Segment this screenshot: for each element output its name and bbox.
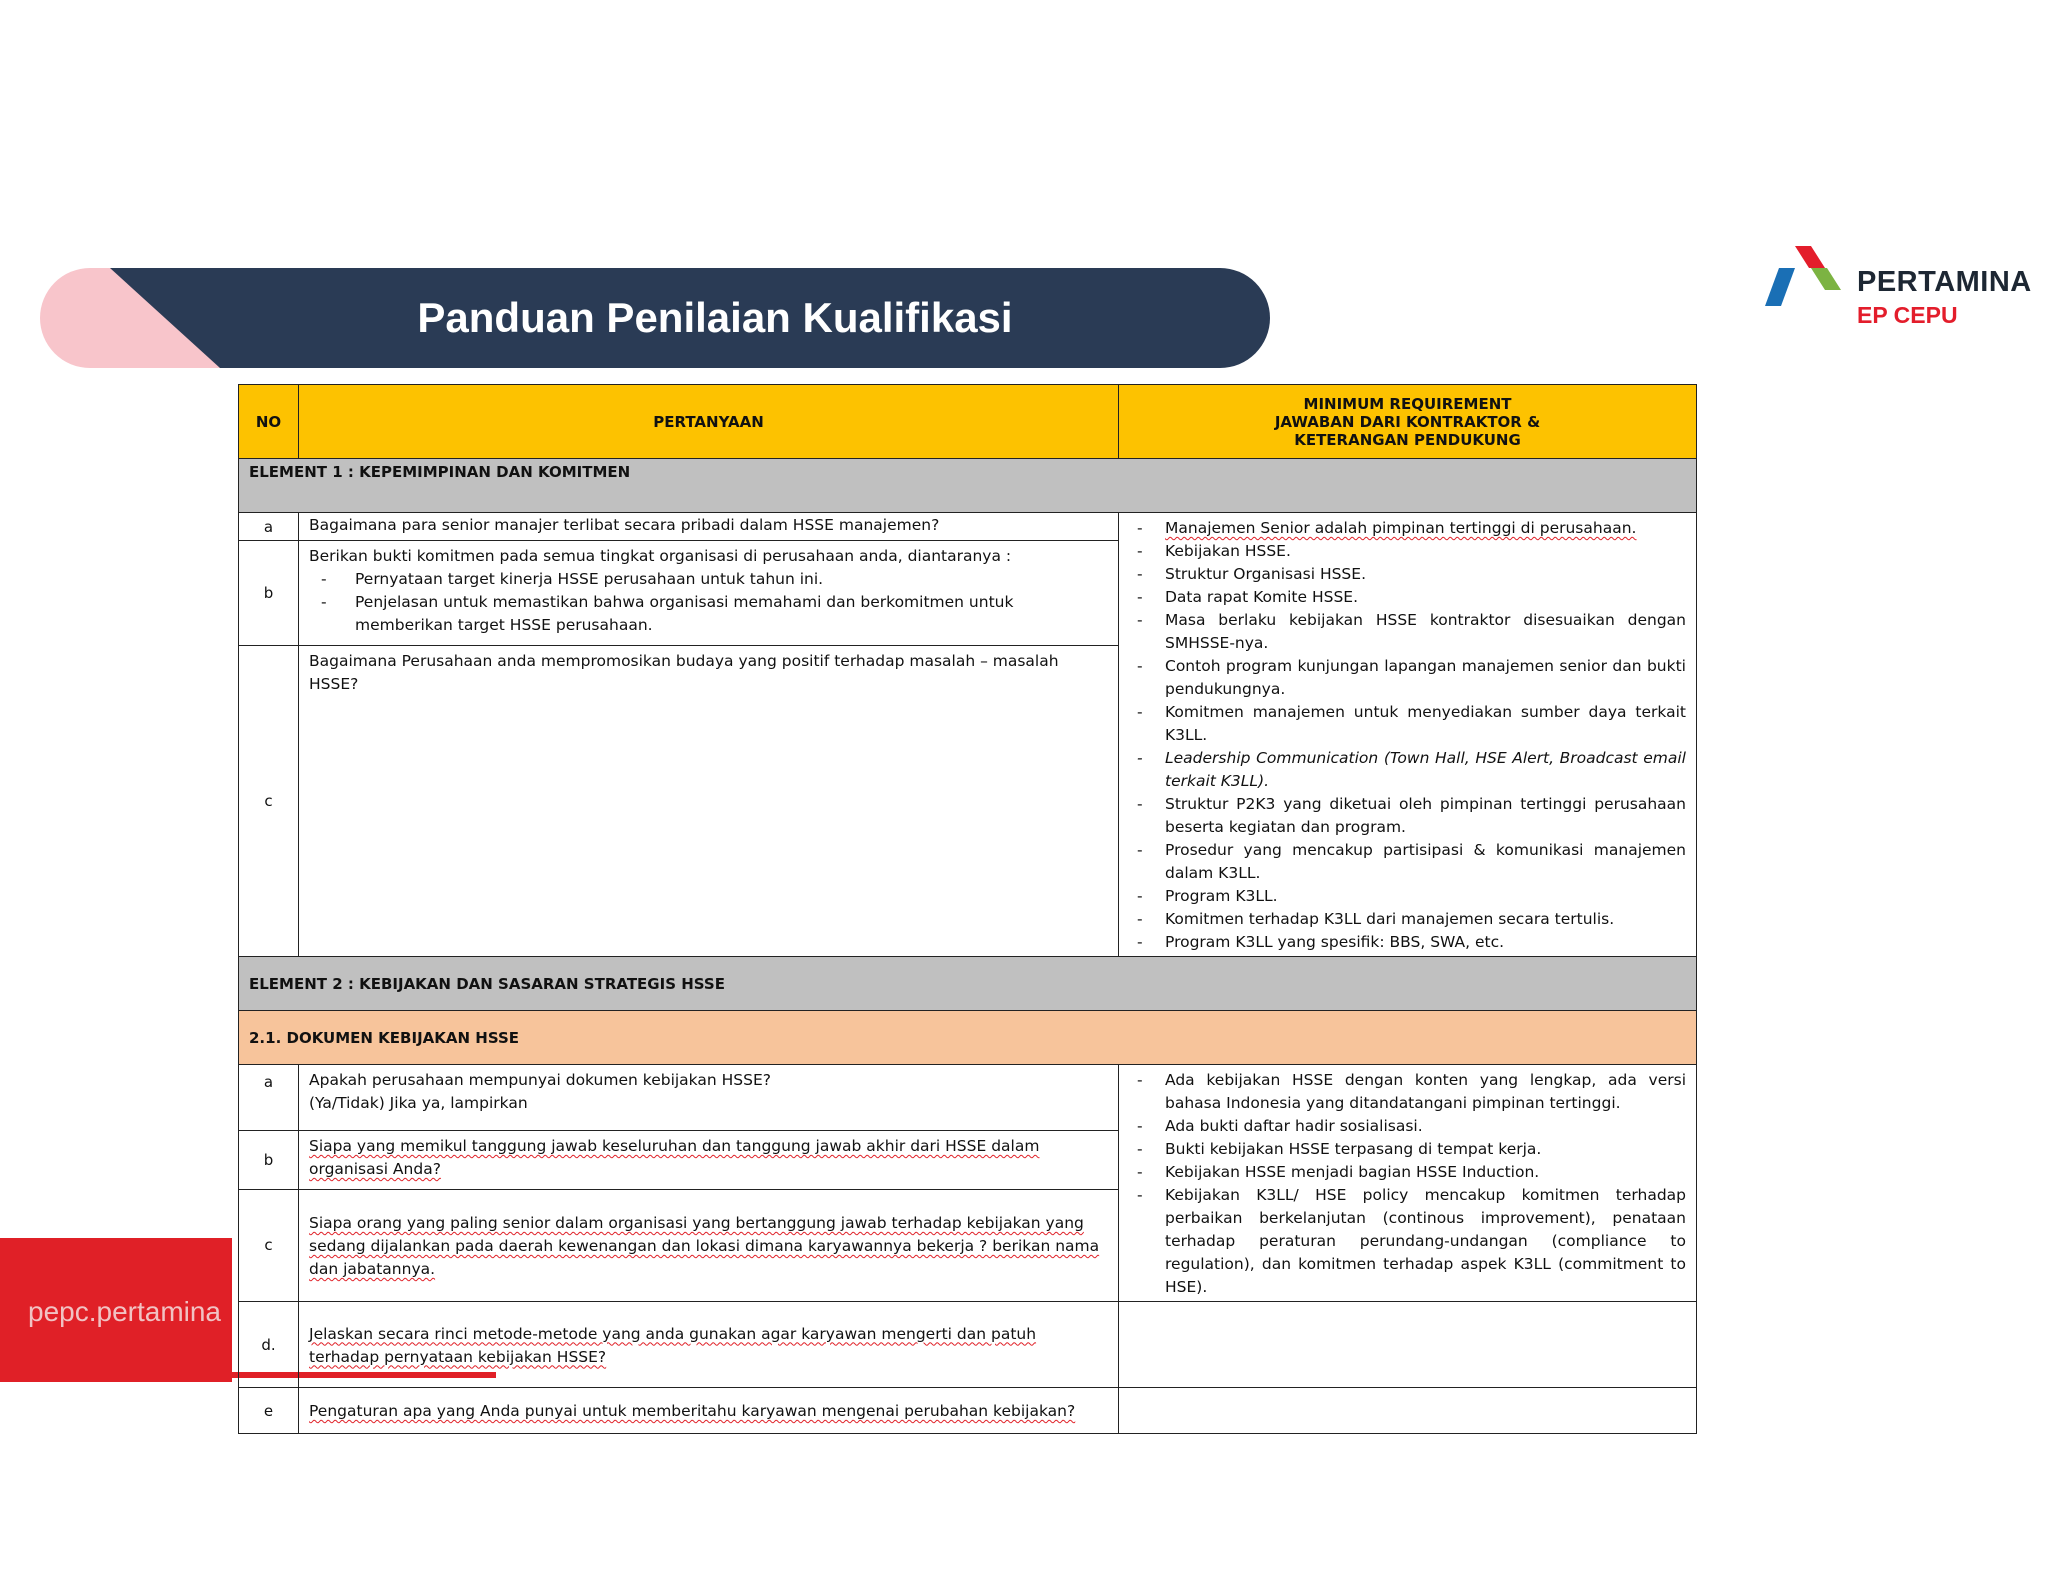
table-row [239, 1302, 1697, 1388]
question-cell [299, 1388, 1119, 1434]
question-cell [299, 541, 1119, 645]
row-number: b [239, 541, 299, 645]
list-item: - Masa berlaku kebijakan HSSE kontraktor disesuaikan dengan SMHSSE-nya. [1129, 609, 1686, 655]
list-item: - Kebijakan HSSE menjadi bagian HSSE Induction. [1129, 1161, 1686, 1184]
subsection-row [239, 1011, 1697, 1065]
table-row [239, 1388, 1697, 1434]
header-requirement-line: MINIMUM REQUIREMENT [1303, 394, 1512, 413]
header-requirement-line: JAWABAN DARI KONTRAKTOR & [1274, 412, 1541, 431]
qualification-table [238, 384, 1697, 1434]
list-item: - Leadership Communication (Town Hall, HSE Alert, Broadcast email terkait K3LL). [1129, 747, 1686, 793]
question-text: Berikan bukti komitmen pada semua tingkat organisasi di perusahaan anda, diantaranya : [309, 547, 1012, 566]
requirement-cell [1119, 1065, 1697, 1302]
list-item: - Program K3LL. [1129, 885, 1686, 908]
list-item: - Program K3LL yang spesifik: BBS, SWA, etc. [1129, 931, 1686, 954]
list-item: - Ada kebijakan HSSE dengan konten yang lengkap, ada versi bahasa Indonesia yang ditandatangani pimpinan tertinggi. [1129, 1069, 1686, 1115]
row-number: a [239, 1065, 299, 1131]
question-text: Jelaskan secara rinci metode-metode yang anda gunakan agar karyawan mengerti dan patuh terhadap pernyataan kebijakan HSSE? [309, 1324, 1037, 1366]
question-cell [299, 1302, 1119, 1388]
list-item: - Penjelasan untuk memastikan bahwa organisasi memahami dan berkomitmen untuk memberikan target HSSE perusahaan. [309, 591, 1108, 637]
list-item: - Manajemen Senior adalah pimpinan tertinggi di perusahaan. [1129, 517, 1686, 540]
list-item: - Kebijakan HSSE. [1129, 540, 1686, 563]
list-item: - Komitmen manajemen untuk menyediakan sumber daya terkait K3LL. [1129, 701, 1686, 747]
question-text: Pengaturan apa yang Anda punyai untuk memberitahu karyawan mengenai perubahan kebijakan? [309, 1402, 1076, 1420]
row-number: c [239, 1189, 299, 1301]
element2-title: ELEMENT 2 : KEBIJAKAN DAN SASARAN STRATEGIS HSSE [239, 957, 1697, 1011]
row-number: c [239, 645, 299, 956]
logo-name: PERTAMINA [1857, 266, 2032, 298]
row-number: a [239, 513, 299, 541]
section-row [239, 459, 1697, 513]
list-item: - Kebijakan K3LL/ HSE policy mencakup komitmen terhadap perbaikan berkelanjutan (continous improvement), penataan terhadap peraturan perundang-undangan (compliance to regulation), dan komitmen terhadap aspek K3LL (commitment to HSE). [1129, 1184, 1686, 1299]
requirement-list [1129, 1069, 1686, 1299]
subsection-title: 2.1. DOKUMEN KEBIJAKAN HSSE [239, 1011, 1697, 1065]
row-number: d. [239, 1302, 299, 1388]
watermark-text: pepc.pertamina [28, 1296, 222, 1327]
question-cell: Bagaimana para senior manajer terlibat secara pribadi dalam HSSE manajemen? [299, 513, 1119, 541]
watermark-strip [0, 1238, 232, 1382]
list-item: - Struktur Organisasi HSSE. [1129, 563, 1686, 586]
table-row [239, 1065, 1697, 1131]
header-requirement [1119, 385, 1697, 459]
question-text: (Ya/Tidak) Jika ya, lampirkan [309, 1094, 528, 1112]
question-sublist [309, 568, 1108, 637]
header-no: NO [239, 385, 299, 459]
requirement-cell-empty [1119, 1388, 1697, 1434]
requirement-cell-empty [1119, 1302, 1697, 1388]
question-cell [299, 1189, 1119, 1301]
list-item: - Contoh program kunjungan lapangan manajemen senior dan bukti pendukungnya. [1129, 655, 1686, 701]
section-row [239, 957, 1697, 1011]
header-requirement-line: KETERANGAN PENDUKUNG [1294, 430, 1521, 449]
list-item: - Pernyataan target kinerja HSSE perusahaan untuk tahun ini. [309, 568, 1108, 591]
question-cell [299, 1065, 1119, 1131]
list-item: - Struktur P2K3 yang diketuai oleh pimpinan tertinggi perusahaan beserta kegiatan dan program. [1129, 793, 1686, 839]
header-question: PERTANYAAN [299, 385, 1119, 459]
question-cell: Bagaimana Perusahaan anda mempromosikan budaya yang positif terhadap masalah – masalah HSSE? [299, 645, 1119, 956]
question-cell [299, 1131, 1119, 1189]
list-item: - Komitmen terhadap K3LL dari manajemen secara tertulis. [1129, 908, 1686, 931]
pertamina-logo [1765, 246, 2035, 336]
list-item: - Bukti kebijakan HSSE terpasang di tempat kerja. [1129, 1138, 1686, 1161]
page-title: Panduan Penilaian Kualifikasi [417, 294, 1013, 341]
list-item: - Prosedur yang mencakup partisipasi & komunikasi manajemen dalam K3LL. [1129, 839, 1686, 885]
pertamina-logo-icon [1765, 246, 1845, 310]
row-number: b [239, 1131, 299, 1189]
list-item: - Ada bukti daftar hadir sosialisasi. [1129, 1115, 1686, 1138]
question-text: Apakah perusahaan mempunyai dokumen kebijakan HSSE? [309, 1071, 771, 1089]
list-item: - Data rapat Komite HSSE. [1129, 586, 1686, 609]
table-row [239, 513, 1697, 541]
requirement-list [1129, 517, 1686, 954]
question-text: Siapa yang memikul tanggung jawab keseluruhan dan tanggung jawab akhir dari HSSE dalam organisasi Anda? [309, 1137, 1040, 1179]
question-text: Siapa orang yang paling senior dalam organisasi yang bertanggung jawab terhadap kebijakan yang sedang dijalankan pada daerah kewenangan dan lokasi dimana karyawannya bekerja ? berikan nama dan jabatannya. [309, 1213, 1100, 1278]
title-banner [40, 268, 1270, 368]
element1-title: ELEMENT 1 : KEPEMIMPINAN DAN KOMITMEN [239, 459, 1697, 513]
table-header-row [239, 385, 1697, 459]
logo-subname: EP CEPU [1857, 302, 1958, 328]
requirement-cell [1119, 513, 1697, 957]
row-number: e [239, 1388, 299, 1434]
